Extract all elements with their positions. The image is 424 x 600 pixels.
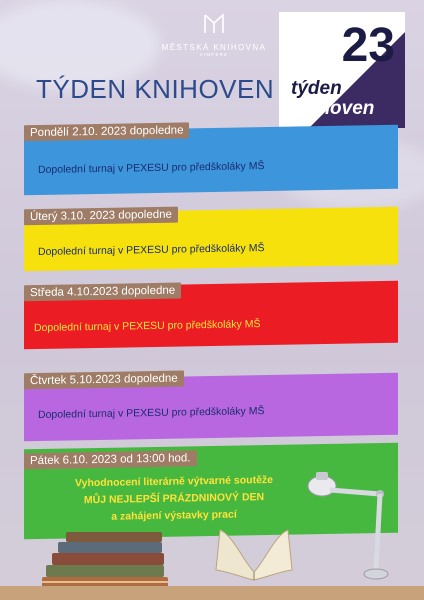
page-title: TÝDEN KNIHOVEN bbox=[36, 74, 275, 104]
event-line-3: a zahájení výstavky prací bbox=[111, 508, 237, 523]
event-day-label: Čtvrtek 5.10.2023 dopoledne bbox=[24, 370, 184, 389]
event-line-2: MŮJ NEJLEPŠÍ PRÁZDNINOVÝ DEN bbox=[83, 491, 265, 507]
event-description: Dopolední turnaj v PEXESU pro předškoláky MŠ bbox=[38, 405, 265, 422]
event-band-thursday bbox=[24, 373, 398, 442]
event-description: Dopolední turnaj v PEXESU pro předškoláky MŠ bbox=[34, 318, 261, 335]
library-city: VIMPERK bbox=[199, 52, 229, 57]
event-day-label: Pátek 6.10. 2023 od 13:00 hod. bbox=[24, 450, 197, 469]
book-stack-illustration bbox=[40, 528, 172, 594]
event-day-label: Středa 4.10.2023 dopoledne bbox=[24, 283, 181, 302]
event-band-tuesday bbox=[24, 207, 398, 272]
badge-line-1: týden bbox=[291, 78, 342, 99]
badge-line-2: knihoven bbox=[291, 98, 375, 119]
event-day-label: Úterý 3.10. 2023 dopoledne bbox=[24, 207, 178, 226]
table-surface bbox=[0, 586, 424, 600]
library-logo-icon bbox=[202, 12, 226, 36]
library-name: MĚSTSKÁ KNIHOVNA bbox=[161, 43, 267, 52]
badge-number: 23 bbox=[341, 19, 395, 72]
library-logo bbox=[161, 12, 267, 57]
event-description: Dopolední turnaj v PEXESU pro předškoláky MŠ bbox=[38, 160, 265, 177]
tyden-knihoven-badge bbox=[279, 12, 405, 128]
event-band-wednesday bbox=[24, 281, 398, 350]
event-band-monday bbox=[24, 125, 398, 196]
event-line-1: Vyhodnocení literárně výtvarné soutěže bbox=[74, 473, 273, 490]
open-book-illustration bbox=[214, 522, 294, 582]
event-description: Dopolední turnaj v PEXESU pro předškoláky MŠ bbox=[38, 242, 265, 259]
event-day-label: Pondělí 2.10. 2023 dopoledne bbox=[24, 122, 189, 141]
desk-lamp-illustration bbox=[300, 466, 400, 586]
